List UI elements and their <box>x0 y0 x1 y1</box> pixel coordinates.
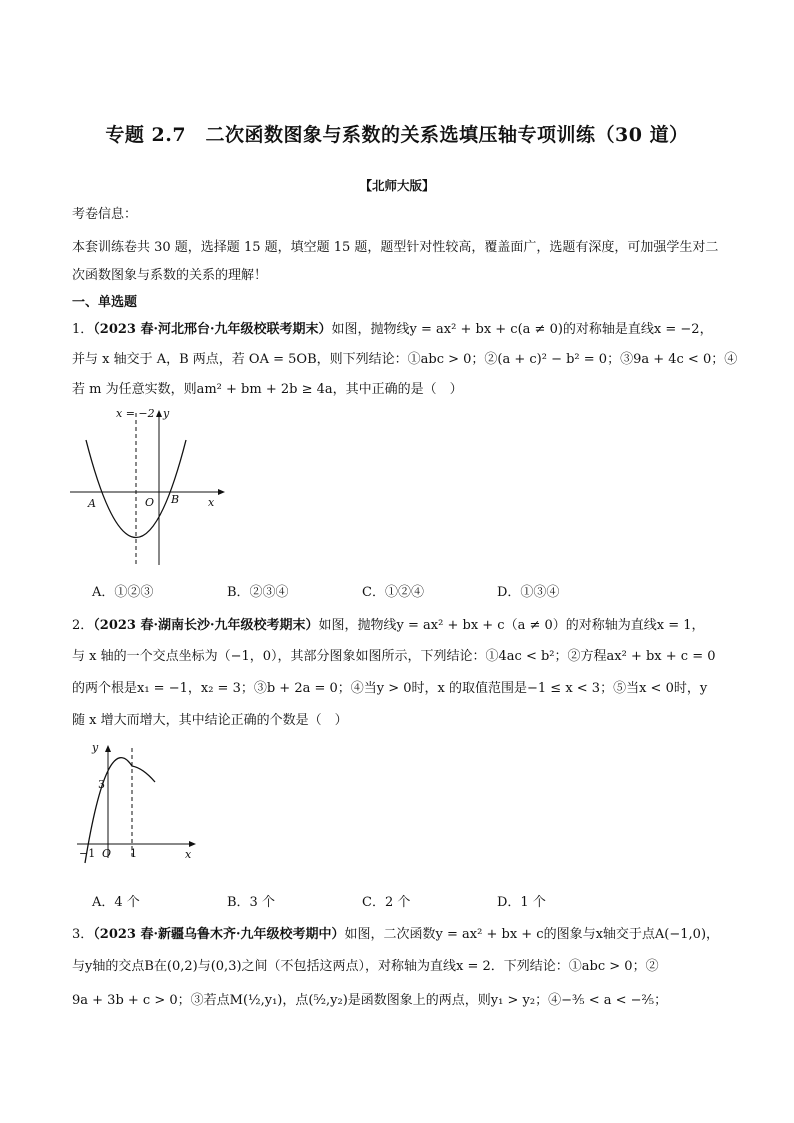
q2-option-d[interactable]: D．1 个 <box>497 895 546 910</box>
q1-option-c[interactable]: C．①②④ <box>362 585 424 600</box>
q2-tick-1: 1 <box>130 847 137 860</box>
q3-number: 3． <box>72 927 94 942</box>
q1-line-2: 并与 x 轴交于 A，B 两点，若 OA = 5OB，则下列结论：①abc > 0；②(a + c)² − b² = 0；③9a + 4c < 0；④ <box>72 352 738 367</box>
q1-origin-label: O <box>145 496 155 509</box>
intro-line-1: 本套训练卷共 30 题，选择题 15 题，填空题 15 题，题型针对性较高，覆盖面广，选题有深度，可加强学生对二 <box>72 240 719 255</box>
section-heading: 一、单选题 <box>72 295 138 310</box>
q2-figure <box>75 738 205 868</box>
q2-line-3: 的两个根是x₁ = −1，x₂ = 3；③b + 2a = 0；④当y > 0时，x 的取值范围是−1 ≤ x < 3；⑤当x < 0时，y <box>72 681 708 696</box>
q2-option-c[interactable]: C．2 个 <box>362 895 411 910</box>
q1-parabola <box>86 440 186 538</box>
q1-axis-label: x = −2 <box>116 407 155 420</box>
q2-line-4: 随 x 增大而增大，其中结论正确的个数是（ ） <box>72 713 348 728</box>
q1-option-a[interactable]: A．①②③ <box>92 585 154 600</box>
info-label: 考卷信息： <box>72 207 138 222</box>
q1-number: 1． <box>72 322 94 337</box>
q2-tick-3: 3 <box>98 778 105 791</box>
q3-line-2: 与y轴的交点B在(0,2)与(0,3)之间（不包括这两点），对称轴为直线x = 2．下列结论：①abc > 0；② <box>72 959 659 974</box>
q1-text-1: 如图，抛物线y = ax² + bx + c(a ≠ 0)的对称轴是直线x = −2， <box>331 322 713 337</box>
q1-point-a-label: A <box>88 497 96 510</box>
q1-y-arrow <box>156 410 162 417</box>
q2-option-b[interactable]: B．3 个 <box>227 895 275 910</box>
q1-options <box>92 581 632 600</box>
q2-x-arrow <box>189 841 196 847</box>
q2-option-a[interactable]: A．4 个 <box>92 895 140 910</box>
q1-x-label: x <box>208 496 215 509</box>
page-title: 专题 2.7 二次函数图象与系数的关系选填压轴专项训练（30 道） <box>105 124 689 146</box>
intro-line-2: 次函数图象与系数的关系的理解！ <box>72 268 268 283</box>
q2-source: （2023 春·湖南长沙·九年级校考期末） <box>93 618 319 633</box>
q1-option-d[interactable]: D．①③④ <box>497 585 560 600</box>
q1-source: （2023 春·河北邢台·九年级校联考期末） <box>93 322 332 337</box>
edition-label: 【北师大版】 <box>359 178 435 193</box>
q2-options <box>92 891 632 910</box>
q1-line-3: 若 m 为任意实数，则am² + bm + 2b ≥ 4a，其中正确的是（ ） <box>72 382 463 397</box>
q1-y-label: y <box>163 407 170 420</box>
q1-x-arrow <box>218 489 225 495</box>
q2-number: 2． <box>72 618 94 633</box>
q2-y-arrow <box>105 745 111 752</box>
q2-parabola <box>85 758 155 863</box>
q2-tick-neg1: −1 <box>79 847 96 860</box>
q3-line-1 <box>72 923 719 942</box>
q2-x-label: x <box>185 848 192 861</box>
q2-line-2: 与 x 轴的一个交点坐标为（−1，0），其部分图象如图所示，下列结论：①4ac < b²；②方程ax² + bx + c = 0 <box>72 649 716 664</box>
q1-option-b[interactable]: B．②③④ <box>227 585 289 600</box>
q1-line-1 <box>72 318 713 337</box>
q2-line-1 <box>72 614 705 633</box>
q1-figure <box>70 405 230 575</box>
q2-origin-label: O <box>102 847 112 860</box>
q3-text-1: 如图，二次函数y = ax² + bx + c的图象与x轴交于点A(−1,0)， <box>344 927 720 942</box>
q2-text-1: 如图，抛物线y = ax² + bx + c（a ≠ 0）的对称轴为直线x = 1， <box>318 618 705 633</box>
q3-line-3: 9a + 3b + c > 0；③若点M(½,y₁)，点(⁵⁄₂,y₂)是函数图象上的两点，则y₁ > y₂；④−³⁄₅ < a < −²⁄₅； <box>72 993 668 1008</box>
q3-source: （2023 春·新疆乌鲁木齐·九年级校考期中） <box>93 927 345 942</box>
q2-y-label: y <box>92 741 99 754</box>
q1-point-b-label: B <box>171 493 180 506</box>
